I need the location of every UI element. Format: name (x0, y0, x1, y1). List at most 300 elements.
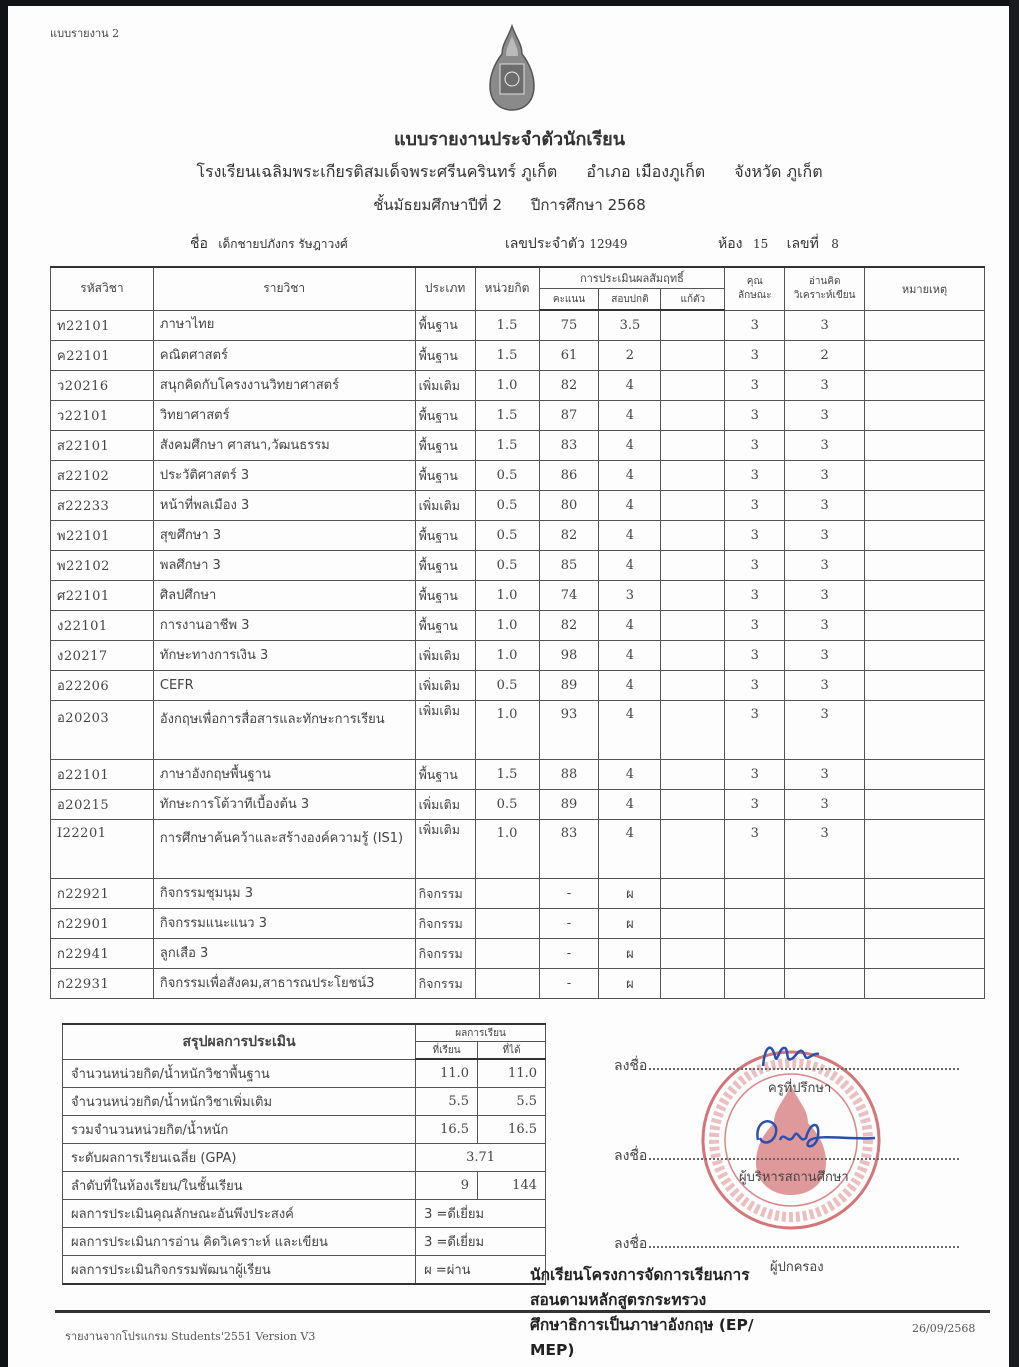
course-code: ก22931 (51, 969, 154, 999)
course-note (865, 909, 985, 939)
course-reading: 3 (785, 521, 865, 551)
course-characteristics: 3 (725, 310, 785, 341)
course-note (865, 310, 985, 341)
course-note (865, 521, 985, 551)
course-type: กิจกรรม (415, 969, 475, 999)
course-grade: ผ (599, 969, 661, 999)
print-date: 26/09/2568 (912, 1322, 976, 1335)
course-characteristics (725, 969, 785, 999)
gpa-value: 3.71 (416, 1144, 546, 1172)
course-subject: ทักษะทางการเงิน 3 (153, 641, 415, 671)
course-score: 75 (539, 310, 599, 341)
course-subject: กิจกรรมแนะแนว 3 (153, 909, 415, 939)
course-score: 98 (539, 641, 599, 671)
course-type: พื้นฐาน (415, 760, 475, 790)
course-reading: 3 (785, 551, 865, 581)
course-score: 83 (539, 431, 599, 461)
table-row (51, 521, 985, 551)
course-code: อ22101 (51, 760, 154, 790)
course-remedial (661, 581, 725, 611)
sign-label: ลงชื่อ (614, 1148, 648, 1164)
summary-enrolled: 16.5 (416, 1116, 478, 1144)
course-score: 61 (539, 341, 599, 371)
course-reading (785, 939, 865, 969)
course-score: 87 (539, 401, 599, 431)
summary-enrolled: 5.5 (416, 1088, 478, 1116)
course-subject: สุขศึกษา 3 (153, 521, 415, 551)
course-reading (785, 909, 865, 939)
course-grade: 4 (599, 431, 661, 461)
course-characteristics (725, 909, 785, 939)
program-footer: รายงานจากโปรแกรม Students'2551 Version V3 (65, 1330, 316, 1343)
course-reading: 3 (785, 461, 865, 491)
sign-label: ลงชื่อ (614, 1058, 648, 1074)
course-subject: กิจกรรมเพื่อสังคม,สาธารณประโยชน์3 (153, 969, 415, 999)
course-note (865, 641, 985, 671)
course-grade: 2 (599, 341, 661, 371)
course-note (865, 371, 985, 401)
course-score: 89 (539, 671, 599, 701)
dotted-line (649, 1146, 959, 1160)
course-subject: คณิตศาสตร์ (153, 341, 415, 371)
course-type: กิจกรรม (415, 879, 475, 909)
course-reading (785, 969, 865, 999)
table-row (51, 581, 985, 611)
footer-divider (55, 1310, 990, 1313)
table-row (51, 939, 985, 969)
advisor-role: ครูที่ปรึกษา (768, 1081, 832, 1096)
table-row (51, 401, 985, 431)
course-note (865, 551, 985, 581)
course-characteristics: 3 (725, 461, 785, 491)
table-row (51, 760, 985, 790)
table-row (51, 611, 985, 641)
course-subject: ภาษาอังกฤษพื้นฐาน (153, 760, 415, 790)
course-code: ง20217 (51, 641, 154, 671)
course-grade: 4 (599, 760, 661, 790)
grades-table (50, 266, 985, 999)
course-code: อ22206 (51, 671, 154, 701)
course-characteristics: 3 (725, 820, 785, 879)
course-grade: ผ (599, 909, 661, 939)
course-code: ส22233 (51, 491, 154, 521)
course-grade: 4 (599, 701, 661, 760)
table-row (51, 969, 985, 999)
summary-table (62, 1023, 546, 1285)
reading-label: ผลการประเมินการอ่าน คิดวิเคราะห์ และเขียน (63, 1228, 416, 1256)
course-note (865, 431, 985, 461)
table-row (51, 671, 985, 701)
school-district: อำเภอ เมืองภูเก็ต (586, 162, 706, 181)
course-code: ก22941 (51, 939, 154, 969)
summary-earned: 16.5 (478, 1116, 546, 1144)
course-subject: วิทยาศาสตร์ (153, 401, 415, 431)
course-grade: 4 (599, 401, 661, 431)
course-remedial (661, 431, 725, 461)
table-row (51, 491, 985, 521)
characteristics-label: ผลการประเมินคุณลักษณะอันพึงประสงค์ (63, 1200, 416, 1228)
course-characteristics (725, 939, 785, 969)
course-credit: 0.5 (475, 491, 539, 521)
header-grade: สอบปกติ (599, 289, 661, 311)
course-reading: 3 (785, 641, 865, 671)
course-credit: 0.5 (475, 461, 539, 491)
course-subject: ทักษะการโต้วาทีเบื้องต้น 3 (153, 790, 415, 820)
course-grade: 3 (599, 581, 661, 611)
course-remedial (661, 671, 725, 701)
parent-signature-line (614, 1233, 959, 1255)
reading-value: 3 =ดีเยี่ยม (416, 1228, 546, 1256)
header-read-line2: วิเคราะห์เขียน (793, 289, 856, 301)
room-value: 15 (752, 237, 769, 251)
course-remedial (661, 909, 725, 939)
course-characteristics (725, 879, 785, 909)
school-line (0, 160, 1019, 185)
course-code: ส22102 (51, 461, 154, 491)
room-label: ห้อง (718, 236, 743, 252)
course-type: เพิ่มเติม (415, 671, 475, 701)
course-grade: 4 (599, 641, 661, 671)
course-credit: 1.5 (475, 310, 539, 341)
course-grade: 3.5 (599, 310, 661, 341)
course-characteristics: 3 (725, 611, 785, 641)
rank-room-value: 9 (416, 1172, 478, 1200)
summary-enrolled-header: ที่เรียน (416, 1042, 478, 1060)
course-score: 83 (539, 820, 599, 879)
course-code: พ22102 (51, 551, 154, 581)
course-code: I22201 (51, 820, 154, 879)
course-grade: 4 (599, 820, 661, 879)
course-reading: 3 (785, 401, 865, 431)
summary-row-additional (63, 1088, 546, 1116)
header-code: รหัสวิชา (51, 267, 154, 310)
course-grade: 4 (599, 371, 661, 401)
course-reading: 3 (785, 760, 865, 790)
activity-label: ผลการประเมินกิจกรรมพัฒนาผู้เรียน (63, 1256, 416, 1285)
course-characteristics: 3 (725, 401, 785, 431)
rank-label: ลำดับที่ในห้องเรียน/ในชั้นเรียน (63, 1172, 416, 1200)
number-value: 8 (831, 237, 839, 251)
course-credit (475, 939, 539, 969)
course-note (865, 581, 985, 611)
summary-earned: 5.5 (478, 1088, 546, 1116)
course-credit: 0.5 (475, 790, 539, 820)
course-subject: CEFR (153, 671, 415, 701)
course-type: เพิ่มเติม (415, 491, 475, 521)
course-characteristics: 3 (725, 551, 785, 581)
course-code: ก22921 (51, 879, 154, 909)
header-char-line2: ลักษณะ (738, 289, 772, 301)
course-score: 82 (539, 611, 599, 641)
course-remedial (661, 939, 725, 969)
course-credit (475, 969, 539, 999)
table-row (51, 790, 985, 820)
course-type: พื้นฐาน (415, 401, 475, 431)
course-remedial (661, 341, 725, 371)
course-subject: พลศึกษา 3 (153, 551, 415, 581)
summary-earned-header: ที่ได้ (478, 1042, 546, 1060)
course-grade: 4 (599, 611, 661, 641)
course-grade: ผ (599, 879, 661, 909)
student-id (505, 233, 628, 255)
course-characteristics: 3 (725, 371, 785, 401)
course-code: ค22101 (51, 341, 154, 371)
course-note (865, 939, 985, 969)
grade-level: ชั้นมัธยมศึกษาปีที่ 2 (373, 196, 503, 214)
course-reading: 3 (785, 581, 865, 611)
course-grade: 4 (599, 491, 661, 521)
course-code: ก22901 (51, 909, 154, 939)
course-credit: 1.5 (475, 401, 539, 431)
course-characteristics: 3 (725, 341, 785, 371)
course-remedial (661, 611, 725, 641)
summary-title: สรุปผลการประเมิน (63, 1024, 416, 1059)
course-code: ว22101 (51, 401, 154, 431)
characteristics-value: 3 =ดีเยี่ยม (416, 1200, 546, 1228)
course-note (865, 401, 985, 431)
advisor-signature-line (614, 1055, 959, 1077)
course-remedial (661, 491, 725, 521)
course-note (865, 611, 985, 641)
course-note (865, 760, 985, 790)
course-remedial (661, 820, 725, 879)
course-note (865, 671, 985, 701)
header-reading (785, 267, 865, 310)
course-characteristics: 3 (725, 581, 785, 611)
rank-class-value: 144 (478, 1172, 546, 1200)
director-signature-line (614, 1145, 959, 1167)
course-credit: 0.5 (475, 551, 539, 581)
course-characteristics: 3 (725, 760, 785, 790)
course-remedial (661, 701, 725, 760)
course-reading (785, 879, 865, 909)
course-note (865, 790, 985, 820)
course-type: เพิ่มเติม (415, 641, 475, 671)
course-subject: อังกฤษเพื่อการสื่อสารและทักษะการเรียน (153, 701, 415, 760)
school-name: โรงเรียนเฉลิมพระเกียรติสมเด็จพระศรีนครินทร์ ภูเก็ต (196, 162, 558, 181)
course-remedial (661, 521, 725, 551)
table-row (51, 641, 985, 671)
course-code: ส22101 (51, 431, 154, 461)
course-subject: ภาษาไทย (153, 310, 415, 341)
student-name-value: เด็กชายปภังกร รัษฎาวงศ์ (218, 237, 348, 251)
course-type: เพิ่มเติม (415, 701, 475, 760)
course-subject: ประวัติศาสตร์ 3 (153, 461, 415, 491)
course-score: 88 (539, 760, 599, 790)
gpa-label: ระดับผลการเรียนเฉลี่ย (GPA) (63, 1144, 416, 1172)
summary-label: จำนวนหน่วยกิต/น้ำหนักวิชาพื้นฐาน (63, 1059, 416, 1088)
sign-label: ลงชื่อ (614, 1236, 648, 1252)
table-row (51, 909, 985, 939)
course-credit: 1.5 (475, 341, 539, 371)
course-credit: 1.0 (475, 820, 539, 879)
course-characteristics: 3 (725, 521, 785, 551)
course-reading: 2 (785, 341, 865, 371)
course-characteristics: 3 (725, 701, 785, 760)
course-reading: 3 (785, 701, 865, 760)
course-remedial (661, 401, 725, 431)
course-reading: 3 (785, 820, 865, 879)
header-note: หมายเหตุ (865, 267, 985, 310)
course-remedial (661, 551, 725, 581)
summary-label: จำนวนหน่วยกิต/น้ำหนักวิชาเพิ่มเติม (63, 1088, 416, 1116)
course-type: กิจกรรม (415, 909, 475, 939)
course-remedial (661, 879, 725, 909)
course-remedial (661, 969, 725, 999)
course-code: พ22101 (51, 521, 154, 551)
course-characteristics: 3 (725, 641, 785, 671)
header-subject: รายวิชา (153, 267, 415, 310)
number-label: เลขที่ (786, 236, 819, 252)
summary-row-characteristics (63, 1200, 546, 1228)
school-province: จังหวัด ภูเก็ต (734, 162, 823, 181)
table-row (51, 551, 985, 581)
course-score: 74 (539, 581, 599, 611)
course-type: เพิ่มเติม (415, 371, 475, 401)
course-credit (475, 909, 539, 939)
activity-value: ผ =ผ่าน (416, 1256, 546, 1285)
course-type: เพิ่มเติม (415, 820, 475, 879)
course-grade: ผ (599, 939, 661, 969)
course-credit: 1.5 (475, 431, 539, 461)
course-subject: หน้าที่พลเมือง 3 (153, 491, 415, 521)
header-credit: หน่วยกิต (475, 267, 539, 310)
table-row (51, 310, 985, 341)
course-remedial (661, 760, 725, 790)
course-type: เพิ่มเติม (415, 790, 475, 820)
summary-row-total (63, 1116, 546, 1144)
table-row (51, 431, 985, 461)
course-note (865, 879, 985, 909)
course-subject: การงานอาชีพ 3 (153, 611, 415, 641)
course-type: พื้นฐาน (415, 551, 475, 581)
table-row (51, 879, 985, 909)
course-reading: 3 (785, 371, 865, 401)
course-grade: 4 (599, 790, 661, 820)
course-credit: 1.0 (475, 581, 539, 611)
student-id-value: 12949 (589, 237, 628, 251)
course-remedial (661, 641, 725, 671)
header-remedial: แก้ตัว (661, 289, 725, 311)
header-type: ประเภท (415, 267, 475, 310)
course-reading: 3 (785, 310, 865, 341)
course-subject: กิจกรรมชุมนุม 3 (153, 879, 415, 909)
header-read-line1: อ่านคิด (808, 275, 841, 287)
summary-row-basic (63, 1059, 546, 1088)
course-grade: 4 (599, 521, 661, 551)
academic-year: ปีการศึกษา 2568 (530, 196, 646, 214)
course-remedial (661, 310, 725, 341)
course-score: - (539, 969, 599, 999)
report-title: แบบรายงานประจำตัวนักเรียน (393, 129, 626, 150)
course-type: กิจกรรม (415, 939, 475, 969)
course-score: - (539, 879, 599, 909)
table-row (51, 701, 985, 760)
course-remedial (661, 371, 725, 401)
course-reading: 3 (785, 790, 865, 820)
course-score: 85 (539, 551, 599, 581)
course-note (865, 341, 985, 371)
course-type: พื้นฐาน (415, 431, 475, 461)
course-note (865, 969, 985, 999)
course-subject: สนุกคิดกับโครงงานวิทยาศาสตร์ (153, 371, 415, 401)
table-row (51, 371, 985, 401)
ep-program-note: นักเรียนโครงการจัดการเรียนการสอนตามหลักสูตรกระทรวงศึกษาธิการเป็นภาษาอังกฤษ (EP/ MEP) (530, 1266, 754, 1359)
course-score: - (539, 909, 599, 939)
course-code: อ20215 (51, 790, 154, 820)
course-reading: 3 (785, 431, 865, 461)
summary-earned: 11.0 (478, 1059, 546, 1088)
course-subject: การศึกษาค้นคว้าและสร้างองค์ความรู้ (IS1) (153, 820, 415, 879)
summary-result-header: ผลการเรียน (416, 1024, 546, 1042)
course-reading: 3 (785, 611, 865, 641)
student-name-label: ชื่อ (190, 236, 208, 252)
header-characteristics (725, 267, 785, 310)
course-credit: 1.0 (475, 701, 539, 760)
course-score: 82 (539, 521, 599, 551)
course-reading: 3 (785, 491, 865, 521)
course-type: พื้นฐาน (415, 341, 475, 371)
header-char-line1: คุณ (746, 275, 763, 287)
student-id-label: เลขประจำตัว (505, 236, 585, 252)
course-code: ว20216 (51, 371, 154, 401)
summary-row-activity (63, 1256, 546, 1285)
course-score: 89 (539, 790, 599, 820)
course-grade: 4 (599, 671, 661, 701)
summary-label: รวมจำนวนหน่วยกิต/น้ำหนัก (63, 1116, 416, 1144)
course-characteristics: 3 (725, 790, 785, 820)
summary-enrolled: 11.0 (416, 1059, 478, 1088)
table-row (51, 820, 985, 879)
course-characteristics: 3 (725, 491, 785, 521)
header-assessment: การประเมินผลสัมฤทธิ์ (539, 267, 725, 289)
summary-row-gpa (63, 1144, 546, 1172)
course-type: พื้นฐาน (415, 521, 475, 551)
course-score: 86 (539, 461, 599, 491)
dotted-line (649, 1234, 959, 1248)
course-score: 82 (539, 371, 599, 401)
course-score: - (539, 939, 599, 969)
director-role: ผู้บริหารสถานศึกษา (739, 1170, 849, 1185)
course-note (865, 461, 985, 491)
course-code: อ20203 (51, 701, 154, 760)
course-credit: 1.0 (475, 611, 539, 641)
course-credit: 1.0 (475, 641, 539, 671)
course-subject: ลูกเสือ 3 (153, 939, 415, 969)
dotted-line (649, 1056, 959, 1070)
course-credit: 1.5 (475, 760, 539, 790)
course-note (865, 820, 985, 879)
course-reading: 3 (785, 671, 865, 701)
course-score: 80 (539, 491, 599, 521)
form-number: แบบรายงาน 2 (50, 27, 120, 40)
course-note (865, 701, 985, 760)
table-row (51, 341, 985, 371)
course-score: 93 (539, 701, 599, 760)
student-room (718, 233, 839, 255)
course-type: พื้นฐาน (415, 310, 475, 341)
course-type: พื้นฐาน (415, 611, 475, 641)
summary-row-rank (63, 1172, 546, 1200)
level-line (0, 193, 1019, 217)
course-credit: 1.0 (475, 371, 539, 401)
course-credit: 0.5 (475, 671, 539, 701)
course-characteristics: 3 (725, 671, 785, 701)
course-code: ท22101 (51, 310, 154, 341)
summary-row-reading (63, 1228, 546, 1256)
course-remedial (661, 790, 725, 820)
header-score: คะแนน (539, 289, 599, 311)
